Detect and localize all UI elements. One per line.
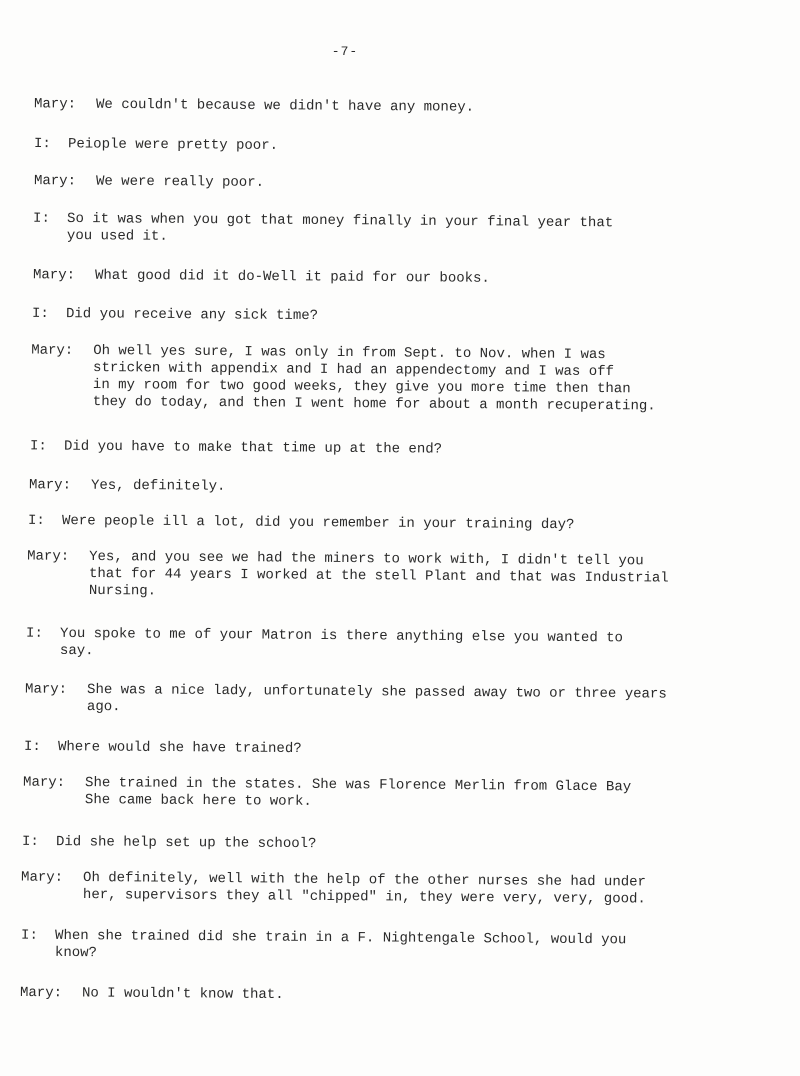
entry-text: You spoke to me of your Matron is there anything else you wanted to [60, 625, 624, 647]
entry-text-continuation: her, supervisors they all "chipped" in, they were very, very, good. [82, 887, 646, 908]
transcript-entry [34, 173, 264, 192]
entry-text-continuation: know? [54, 944, 98, 962]
entry-text-continuation: ago. [86, 698, 121, 716]
transcript-entry [21, 928, 627, 967]
entry-text-continuation: that for 44 years I worked at the stell Plant and that was Industrial [88, 565, 669, 587]
transcript-entry [20, 985, 284, 1004]
transcript-entry [34, 136, 278, 155]
transcript-entry [26, 626, 623, 665]
transcript-entry [31, 343, 656, 416]
transcript-entry [32, 306, 318, 325]
entry-text: She was a nice lady, unfortunately she passed away two or three years [87, 681, 667, 703]
entry-text: Peiople were pretty poor. [67, 136, 279, 154]
speaker-label: I: [23, 738, 41, 756]
speaker-label: Mary: [32, 267, 76, 284]
entry-text-continuation: they do today, and then I went home for about a month recuperating. [92, 394, 656, 415]
page-number: -7- [331, 44, 359, 59]
transcript-entry [22, 834, 317, 853]
transcript-entry [33, 267, 490, 288]
entry-text: What good did it do-Well it paid for our books. [94, 267, 490, 287]
speaker-label: I: [21, 833, 39, 850]
speaker-label: Mary: [31, 342, 74, 359]
speaker-label: I: [33, 136, 51, 153]
speaker-label: I: [21, 927, 38, 944]
entry-text: Yes, definitely. [90, 477, 226, 495]
transcript-entry [23, 775, 631, 814]
entry-text: Where would she have trained? [57, 739, 302, 758]
speaker-label: Mary: [25, 681, 68, 698]
speaker-label: I: [33, 210, 50, 227]
transcript-entry [25, 681, 667, 720]
speaker-label: Mary: [28, 477, 72, 494]
speaker-label: Mary: [23, 774, 66, 791]
transcript-entry [24, 739, 302, 758]
entry-text-continuation: in my room for two good weeks, they give you more time then than [92, 377, 631, 398]
entry-text: Oh well yes sure, I was only in from Sept. to Nov. when I was [93, 343, 606, 364]
entry-text-continuation: stricken with appendix and I had an appendectomy and I was off [93, 360, 615, 381]
entry-text: Yes, and you see we had the miners to work with, I didn't tell you [89, 548, 644, 570]
speaker-label: I: [31, 305, 49, 323]
entry-text: Did you receive any sick time? [65, 306, 319, 325]
entry-text: We couldn't because we didn't have any money. [95, 96, 475, 116]
speaker-label: I: [27, 512, 45, 529]
entry-text-continuation: you used it. [66, 227, 168, 245]
speaker-label: I: [29, 438, 47, 455]
entry-text: When she trained did she train in a F. Nightengale School, would you [55, 927, 627, 949]
transcript-entry [28, 513, 575, 534]
entry-text-continuation: She came back here to work. [84, 792, 312, 810]
entry-text: Did she help set up the school? [55, 834, 317, 853]
transcript-entry [34, 96, 474, 116]
entry-text: So it was when you got that money finally in your final year that [67, 210, 614, 232]
speaker-label: Mary: [19, 984, 63, 1002]
speaker-label: Mary: [27, 548, 70, 565]
speaker-label: Mary: [33, 96, 77, 113]
entry-text-continuation: Nursing. [88, 582, 157, 600]
speaker-label: I: [26, 625, 43, 642]
transcript-entry [21, 870, 646, 909]
entry-text-continuation: say. [59, 642, 94, 660]
entry-text: Oh definitely, well with the help of the other nurses she had under [83, 870, 647, 891]
entry-text: No I wouldn't know that. [81, 985, 284, 1004]
transcript-entry [29, 477, 226, 496]
speaker-label: Mary: [33, 173, 77, 190]
transcript-entry [27, 548, 669, 604]
entry-text: We were really poor. [95, 173, 265, 191]
transcript-entry [33, 211, 613, 250]
entry-text: Did you have to make that time up at the end? [63, 438, 443, 458]
entry-text: Were people ill a lot, did you remember in your training day? [61, 513, 575, 534]
speaker-label: Mary: [21, 869, 64, 886]
entry-text: She trained in the states. She was Florence Merlin from Glace Bay [85, 775, 632, 796]
transcript-entry [30, 438, 442, 458]
